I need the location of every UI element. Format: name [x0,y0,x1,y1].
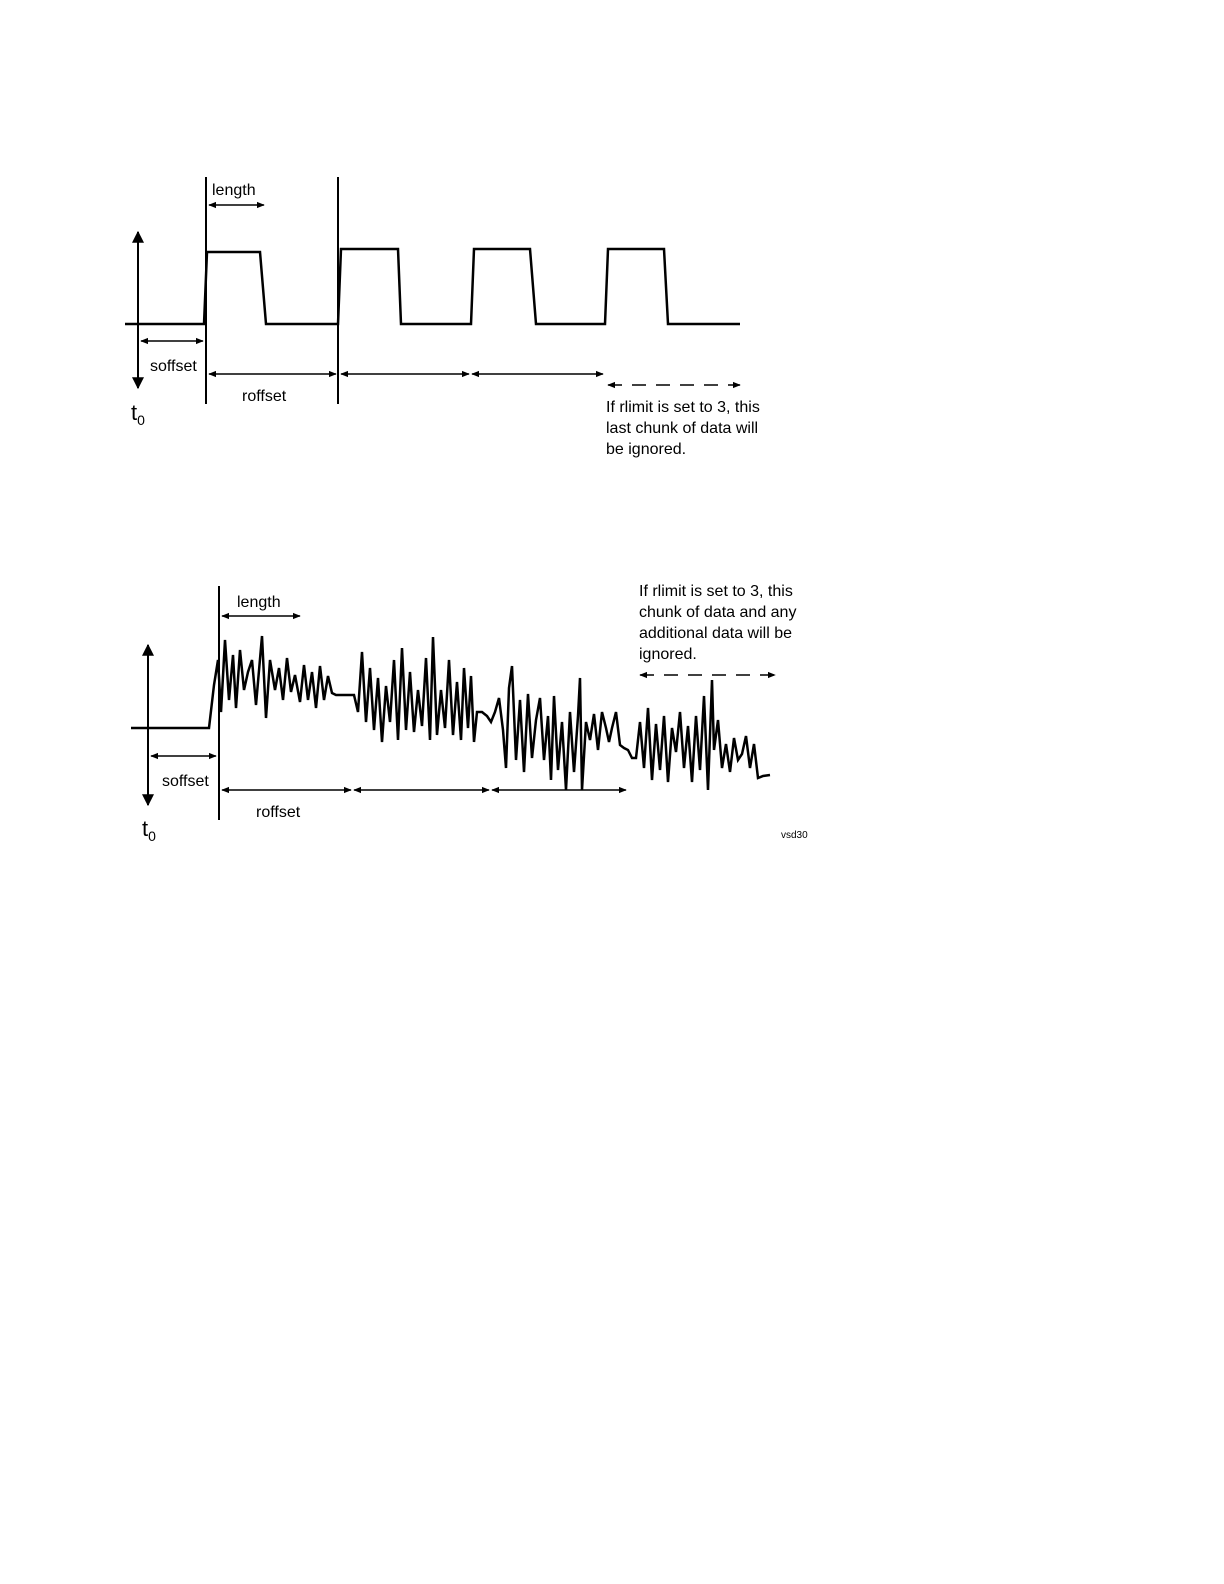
ignored-note: If rlimit is set to 3, this chunk of data and any additional data will be ignored. [639,583,797,663]
length-label: length [237,594,281,611]
t0-label: $t_0$ [131,400,145,428]
bottom-diagram [131,583,808,844]
roffset-label: roffset [242,388,287,405]
t0-label: $t_0$ [142,816,156,844]
top-diagram [125,177,764,458]
roffset-label: roffset [256,804,301,821]
soffset-label: soffset [150,358,197,375]
soffset-label: soffset [162,773,209,790]
ignored-note: If rlimit is set to 3, this last chunk of data will be ignored. [606,399,760,458]
length-label: length [212,182,256,199]
square-wave [125,249,740,324]
figure-tag: vsd30 [781,830,808,841]
